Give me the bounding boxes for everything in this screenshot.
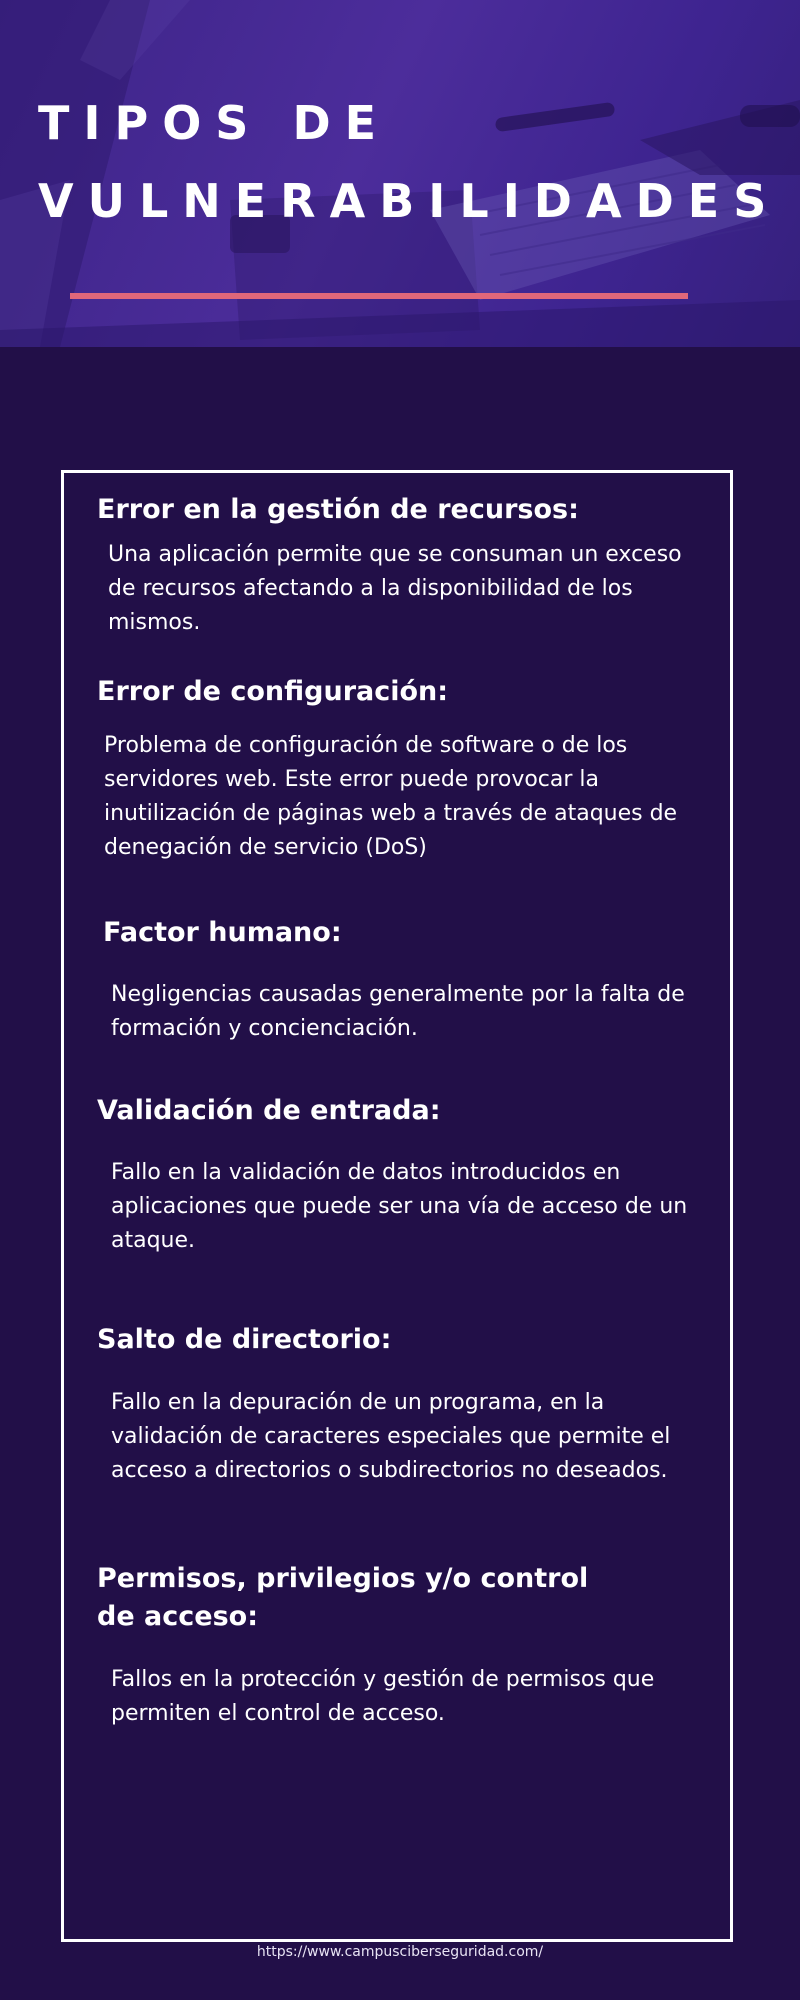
item-title-permissions-line1: Permisos, privilegios y/o control — [97, 1563, 589, 1594]
item-desc-permissions: Fallos en la protección y gestión de permisos que permiten el control de acceso. — [111, 1667, 655, 1726]
header-banner — [0, 0, 800, 347]
item-desc-configuration: Problema de configuración de software o de los servidores web. Este error puede provocar la inutilización de páginas web a través de ataques de denegación de servicio (DoS) — [104, 733, 678, 860]
item-title-directory-traversal: Salto de directorio: — [97, 1324, 392, 1355]
footer-url: https://www.campusciberseguridad.com/ — [256, 1944, 544, 1960]
page-title-line2: VULNERABILIDADES — [38, 174, 781, 228]
item-desc-input-validation: Fallo en la validación de datos introducidos en aplicaciones que puede ser una vía de acceso de un ataque. — [111, 1160, 688, 1253]
item-desc-resource-management: Una aplicación permite que se consuman un exceso de recursos afectando a la disponibilidad de los mismos. — [108, 542, 682, 635]
item-title-resource-management: Error en la gestión de recursos: — [97, 494, 579, 525]
item-title-input-validation: Validación de entrada: — [97, 1095, 441, 1126]
item-title-permissions — [97, 1560, 588, 1636]
item-title-human-factor: Factor humano: — [103, 917, 342, 948]
item-title-configuration: Error de configuración: — [97, 676, 449, 707]
page-title — [38, 84, 781, 240]
item-desc-directory-traversal: Fallo en la depuración de un programa, en la validación de caracteres especiales que permite el acceso a directorios o subdirectorios no deseados. — [111, 1390, 671, 1483]
page-title-line1: TIPOS DE — [38, 96, 391, 150]
item-title-permissions-line2: de acceso: — [97, 1601, 258, 1632]
item-desc-human-factor: Negligencias causadas generalmente por la falta de formación y concienciación. — [111, 982, 685, 1041]
title-underline — [70, 293, 688, 299]
